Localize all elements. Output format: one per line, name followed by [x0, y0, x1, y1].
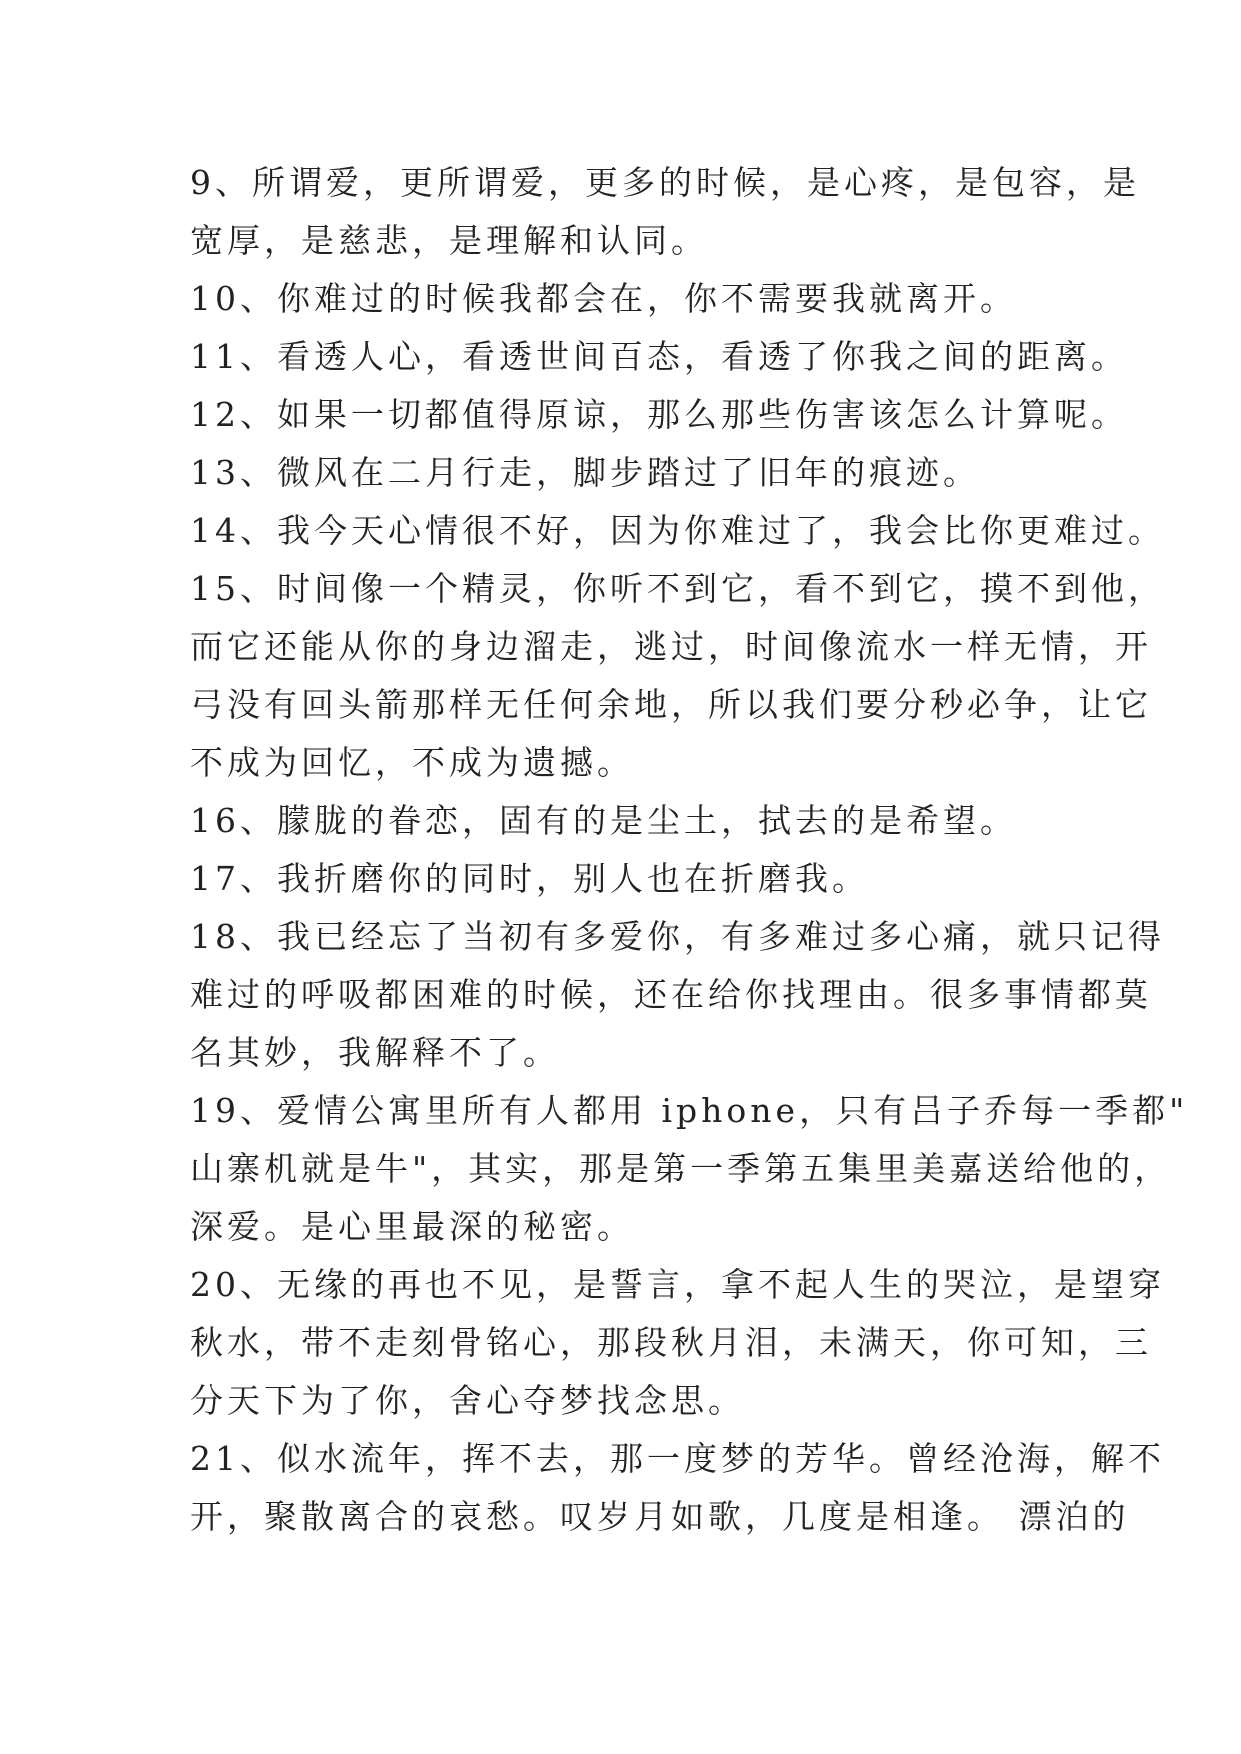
text-line: 分天下为了你，舍心夺梦找念思。	[190, 1381, 745, 1420]
text-line: 15、时间像一个精灵，你听不到它，看不到它，摸不到他，	[190, 569, 1165, 608]
text-line: 17、我折磨你的同时，别人也在折磨我。	[190, 859, 869, 898]
text-line: 名其妙，我解释不了。	[190, 1033, 560, 1072]
text-line: 12、如果一切都值得原谅，那么那些伤害该怎么计算呢。	[190, 395, 1128, 434]
text-line: 弓没有回头箭那样无任何余地，所以我们要分秒必争，让它	[190, 685, 1152, 724]
text-line: 9、所谓爱，更所谓爱，更多的时候，是心疼，是包容，是	[190, 163, 1140, 202]
text-line: 13、微风在二月行走，脚步踏过了旧年的痕迹。	[190, 453, 980, 492]
text-line: 山寨机就是牛"，其实，那是第一季第五集里美嘉送给他的，	[190, 1149, 1172, 1188]
text-line: 深爱。是心里最深的秘密。	[190, 1207, 634, 1246]
text-line: 11、看透人心，看透世间百态，看透了你我之间的距离。	[190, 337, 1128, 376]
text-line: 16、朦胧的眷恋，固有的是尘土，拭去的是希望。	[190, 801, 1017, 840]
text-line: 10、你难过的时候我都会在，你不需要我就离开。	[190, 279, 1017, 318]
text-line: 而它还能从你的身边溜走，逃过，时间像流水一样无情，开	[190, 627, 1152, 666]
text-line: 19、爱情公寓里所有人都用 iphone，只有吕子乔每一季都"	[190, 1091, 1189, 1130]
text-line: 20、无缘的再也不见，是誓言，拿不起人生的哭泣，是望穿	[190, 1265, 1165, 1304]
text-line: 秋水，带不走刻骨铭心，那段秋月泪，未满天，你可知，三	[190, 1323, 1152, 1362]
text-line: 不成为回忆，不成为遗撼。	[190, 743, 634, 782]
text-line: 21、似水流年，挥不去，那一度梦的芳华。曾经沧海，解不	[190, 1439, 1165, 1478]
text-line: 开，聚散离合的哀愁。叹岁月如歌，几度是相逢。 漂泊的	[190, 1497, 1130, 1536]
document-body	[190, 154, 1189, 1546]
text-line: 18、我已经忘了当初有多爱你，有多难过多心痛，就只记得	[190, 917, 1165, 956]
text-line: 难过的呼吸都困难的时候，还在给你找理由。很多事情都莫	[190, 975, 1152, 1014]
text-line: 14、我今天心情很不好，因为你难过了，我会比你更难过。	[190, 511, 1165, 550]
text-line: 宽厚，是慈悲，是理解和认同。	[190, 221, 708, 260]
